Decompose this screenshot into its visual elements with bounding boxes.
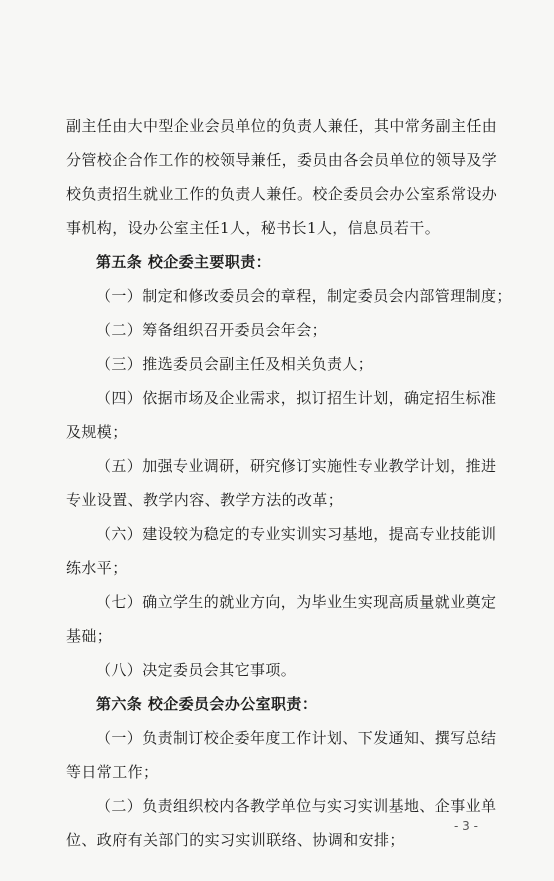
text-line: 事机构，设办公室主任1人，秘书长1人，信息员若干。 (66, 219, 441, 237)
list-item: （六）建设较为稳定的专业实训实习基地，提高专业技能训 (96, 525, 497, 543)
list-item: （四）依据市场及企业需求，拟订招生计划，确定招生标准 (96, 389, 497, 407)
list-item: （八）决定委员会其它事项。 (96, 661, 297, 679)
list-item: （七）确立学生的就业方向，为毕业生实现高质量就业奠定 (96, 593, 497, 611)
page-number: - 3 - (454, 819, 478, 833)
article-heading: 第六条 校企委员会办公室职责： (96, 695, 318, 713)
list-item: （一）负责制订校企委年度工作计划、下发通知、撰写总结 (96, 729, 497, 747)
list-item: （二）负责组织校内各教学单位与实习实训基地、企事业单 (96, 797, 497, 815)
text-line: 副主任由大中型企业会员单位的负责人兼任，其中常务副主任由 (66, 117, 498, 135)
list-item: （三）推选委员会副主任及相关负责人； (96, 355, 374, 373)
text-line: 分管校企合作工作的校领导兼任，委员由各会员单位的领导及学 (66, 151, 498, 169)
article-heading: 第五条 校企委主要职责： (96, 253, 272, 271)
list-item: （二）筹备组织召开委员会年会； (96, 321, 328, 339)
text-line: 基础； (66, 627, 113, 645)
text-line: 专业设置、教学内容、教学方法的改革； (66, 491, 344, 509)
text-line: 等日常工作； (66, 763, 159, 781)
list-item: （一）制定和修改委员会的章程，制定委员会内部管理制度； (96, 287, 512, 305)
text-line: 练水平； (66, 559, 128, 577)
text-line: 校负责招生就业工作的负责人兼任。校企委员会办公室系常设办 (66, 185, 498, 203)
text-line: 及规模； (66, 423, 128, 441)
text-line: 位、政府有关部门的实习实训联络、协调和安排； (66, 831, 405, 849)
list-item: （五）加强专业调研，研究修订实施性专业教学计划，推进 (96, 457, 497, 475)
